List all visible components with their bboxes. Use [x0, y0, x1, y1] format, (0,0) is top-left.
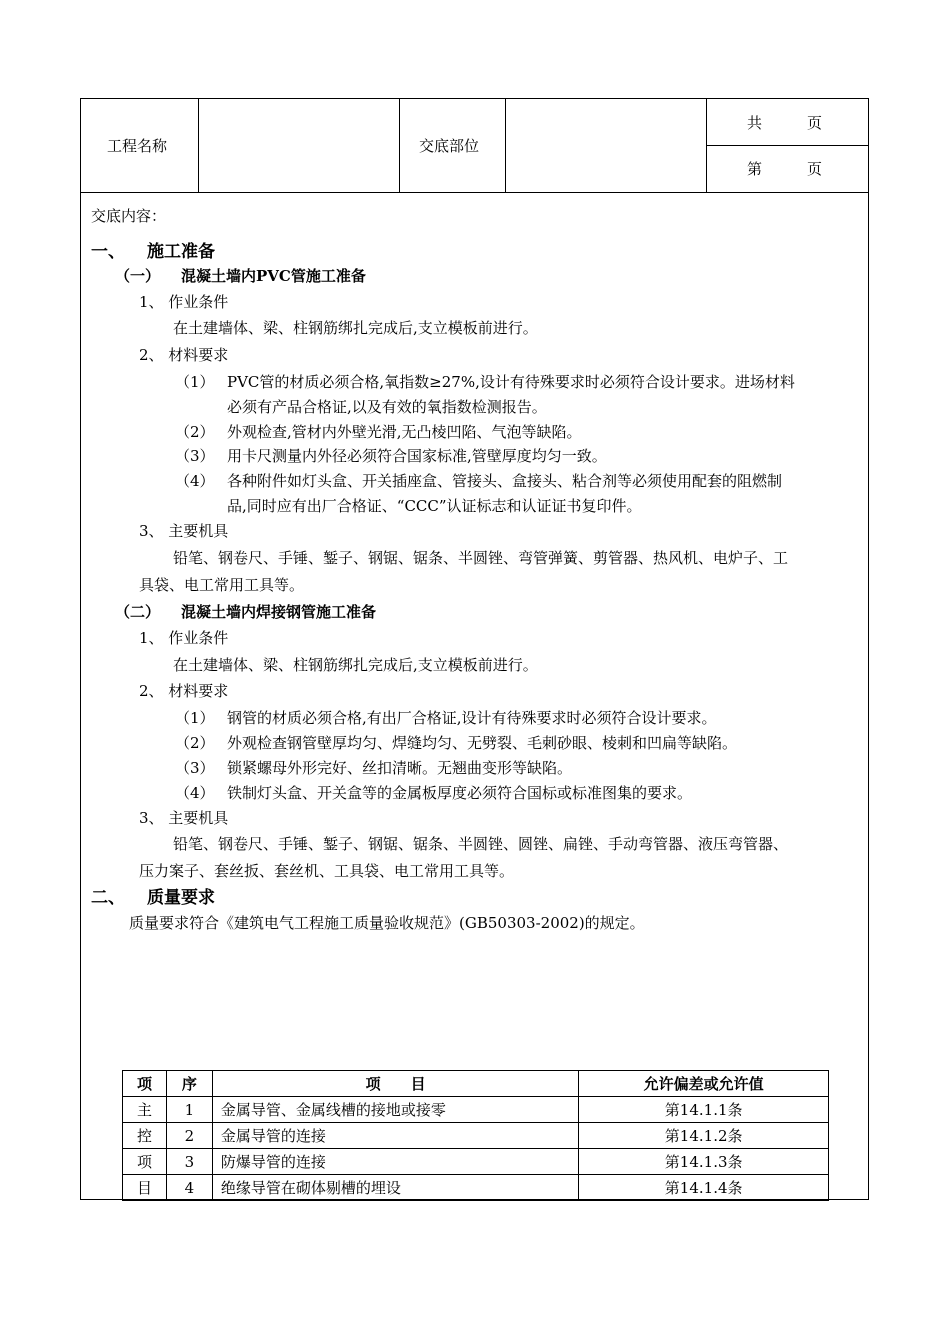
sub2-item1-text: 在土建墙体、梁、柱钢筋绑扎完成后,支立模板前进行。: [173, 656, 538, 674]
row-value: 第14.1.3条: [579, 1149, 829, 1175]
sub2-m2-text: 外观检查钢管壁厚均匀、焊缝均匀、无劈裂、毛刺砂眼、棱刺和凹扁等缺陷。: [227, 734, 738, 752]
sub1-m4-line1: 各种附件如灯头盒、开关插座盒、管接头、盒接头、粘合剂等必须使用配套的阻燃制: [227, 472, 783, 490]
sub1-tools-line2: 具袋、电工常用工具等。: [139, 576, 305, 594]
sub1-item3-label: 3、 主要机具: [139, 522, 229, 540]
row-item: 金属导管、金属线槽的接地或接零: [212, 1097, 578, 1123]
row-item: 金属导管的连接: [212, 1123, 578, 1149]
sub2-num: （二）: [115, 603, 161, 621]
location-label: 交底部位: [419, 137, 480, 155]
table-header-row: [123, 1071, 829, 1097]
sub2-m4-num: （4）: [175, 784, 215, 802]
header-divider: [505, 99, 506, 192]
content-label: 交底内容：: [91, 207, 167, 225]
row-item: 绝缘导管在砌体剔槽的埋设: [212, 1175, 578, 1201]
sub1-m1-num: （1）: [175, 373, 215, 391]
row-number: 3: [166, 1149, 212, 1175]
sub1-title: 混凝土墙内PVC管施工准备: [181, 267, 366, 285]
column-header: 项: [123, 1071, 167, 1097]
sub2-tools-line1: 铅笔、钢卷尺、手锤、錾子、钢锯、锯条、半圆锉、圆锉、扁锉、手动弯管器、液压弯管器、: [173, 835, 789, 853]
sub2-m1-num: （1）: [175, 709, 215, 727]
section2-num: 二、: [91, 888, 125, 908]
row-item: 防爆导管的连接: [212, 1149, 578, 1175]
sub1-num: （一）: [115, 267, 161, 285]
sub1-item2-label: 2、 材料要求: [139, 346, 229, 364]
header-divider: [198, 99, 199, 192]
sub1-m2-num: （2）: [175, 423, 215, 441]
group-cell: 控: [123, 1123, 167, 1149]
sub2-item2-label: 2、 材料要求: [139, 682, 229, 700]
row-value: 第14.1.1条: [579, 1097, 829, 1123]
row-number: 4: [166, 1175, 212, 1201]
total-pages: 共 页: [747, 114, 823, 132]
sub2-tools-line2: 压力案子、套丝扳、套丝机、工具袋、电工常用工具等。: [139, 862, 515, 880]
table-row: [123, 1149, 829, 1175]
row-value: 第14.1.2条: [579, 1123, 829, 1149]
sub2-m1-text: 钢管的材质必须合格,有出厂合格证,设计有待殊要求时必须符合设计要求。: [227, 709, 717, 727]
header-divider: [399, 99, 400, 192]
sub1-m1-line1: PVC管的材质必须合格,氧指数≥27%,设计有待殊要求时必须符合设计要求。进场材料: [227, 373, 795, 391]
sub2-title: 混凝土墙内焊接钢管施工准备: [181, 603, 377, 621]
sub1-m4-num: （4）: [175, 472, 215, 490]
section2-text: 质量要求符合《建筑电气工程施工质量验收规范》(GB50303-2002)的规定。: [129, 914, 645, 932]
sub1-m2-text: 外观检查,管材内外壁光滑,无凸棱凹陷、气泡等缺陷。: [227, 423, 582, 441]
group-cell: 主: [123, 1097, 167, 1123]
sub2-m2-num: （2）: [175, 734, 215, 752]
sub2-m3-num: （3）: [175, 759, 215, 777]
section1-num: 一、: [91, 242, 125, 262]
sub1-m1-line2: 必须有产品合格证,以及有效的氧指数检测报告。: [227, 398, 547, 416]
project-name-label: 工程名称: [107, 137, 168, 155]
header-table: [81, 99, 868, 193]
row-value: 第14.1.4条: [579, 1175, 829, 1201]
column-header: 序: [166, 1071, 212, 1097]
group-cell: 目: [123, 1175, 167, 1201]
column-header: 允许偏差或允许值: [579, 1071, 829, 1097]
row-number: 2: [166, 1123, 212, 1149]
disclosure-sheet: [80, 98, 869, 1200]
table-row: [123, 1175, 829, 1201]
sub2-item1-label: 1、 作业条件: [139, 629, 229, 647]
sub2-item3-label: 3、 主要机具: [139, 809, 229, 827]
quality-table: [122, 1070, 829, 1201]
sub2-m4-text: 铁制灯头盒、开关盒等的金属板厚度必须符合国标或标准图集的要求。: [227, 784, 693, 802]
sub1-item1-text: 在土建墙体、梁、柱钢筋绑扎完成后,支立模板前进行。: [173, 319, 538, 337]
sub1-m3-num: （3）: [175, 447, 215, 465]
section2-title: 质量要求: [147, 888, 215, 908]
sub1-item1-label: 1、 作业条件: [139, 293, 229, 311]
sub1-m3-text: 用卡尺测量内外径必须符合国家标准,管壁厚度均匀一致。: [227, 447, 607, 465]
page-number: 第 页: [747, 160, 823, 178]
table-row: [123, 1123, 829, 1149]
sub1-tools-line1: 铅笔、钢卷尺、手锤、錾子、钢锯、锯条、半圆锉、弯管弹簧、剪管器、热风机、电炉子、工: [173, 549, 789, 567]
row-number: 1: [166, 1097, 212, 1123]
sub2-m3-text: 锁紧螺母外形完好、丝扣清晰。无翘曲变形等缺陷。: [227, 759, 573, 777]
column-header: 项 目: [212, 1071, 578, 1097]
sub1-m4-line2: 品,同时应有出厂合格证、“CCC”认证标志和认证证书复印件。: [227, 497, 642, 515]
group-cell: 项: [123, 1149, 167, 1175]
section1-title: 施工准备: [147, 242, 215, 262]
table-row: [123, 1097, 829, 1123]
header-divider: [706, 145, 869, 146]
